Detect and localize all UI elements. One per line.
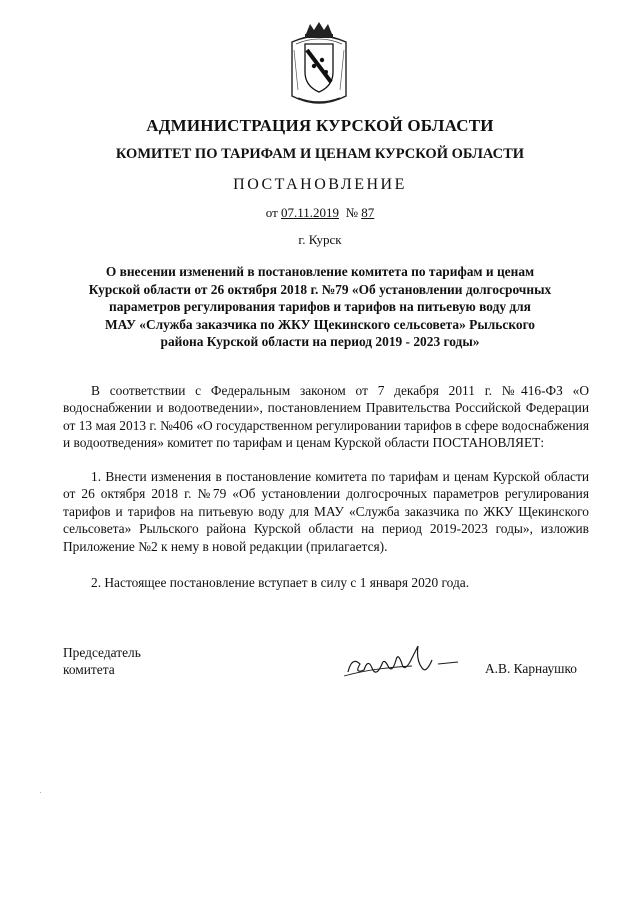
signatory-name: А.В. Карнаушко — [485, 661, 577, 676]
city: г. Курск — [298, 232, 342, 247]
preamble-paragraph — [63, 382, 589, 452]
heading-line: параметров регулирования тарифов и тарифов на питьевую воду для — [109, 299, 531, 315]
item-1-paragraph — [63, 468, 589, 555]
signatory-position — [63, 644, 141, 679]
number-prefix: № — [345, 205, 358, 220]
heading-line: Курской области от 26 октября 2018 г. №79 «Об установлении долгосрочных — [88, 281, 552, 297]
item-2-paragraph — [63, 574, 589, 591]
coat-of-arms-icon — [288, 20, 350, 110]
handwritten-signature-icon — [342, 638, 462, 688]
document-heading — [60, 263, 580, 351]
date-prefix: от — [265, 205, 278, 220]
scan-artifact-dot — [40, 792, 41, 793]
document-type: ПОСТАНОВЛЕНИЕ — [233, 176, 407, 193]
heading-line: О внесении изменений в постановление комитета по тарифам и ценам — [105, 264, 535, 279]
document-number: 87 — [361, 205, 375, 220]
date-number-line — [0, 205, 640, 221]
item-2-text: 2. Настоящее постановление вступает в силу с 1 января 2020 года. — [91, 575, 470, 590]
heading-line: района Курской области на период 2019 - 2023 годы» — [160, 334, 480, 350]
item-1-text: 1. Внести изменения в постановление комитета по тарифам и ценам Курской области от 26 октября 2018 г. №79 «Об установлении долгосрочных параметров регулирования тарифов и тарифов на питьевую воду для МАУ «Служба заказчика по ЖКУ Щекинского сельсовета» Рыльского района Курской области на период 2019-2023 годы», изложив Приложение №2 к нему в новой редакции (прилагается). — [63, 469, 589, 554]
preamble-text: В соответствии с Федеральным законом от 7 декабря 2011 г. №416-ФЗ «О водоснабжении и водоотведении», постановлением Правительства Российской Федерации от 13 мая 2013 г. №406 «О государственном регулировании тарифов в сфере водоснабжения и водоотведения» комитет по тарифам и ценам Курской области ПОСТАНОВЛЯЕТ: — [63, 383, 589, 451]
position-line: Председатель — [63, 645, 141, 660]
committee-title: КОМИТЕТ ПО ТАРИФАМ И ЦЕНАМ КУРСКОЙ ОБЛАСТИ — [115, 146, 525, 162]
position-line: комитета — [63, 662, 115, 678]
heading-line: МАУ «Служба заказчика по ЖКУ Щекинского сельсовета» Рыльского — [104, 316, 536, 332]
document-date: 07.11.2019 — [281, 205, 340, 220]
authority-title: АДМИНИСТРАЦИЯ КУРСКОЙ ОБЛАСТИ — [146, 116, 494, 135]
